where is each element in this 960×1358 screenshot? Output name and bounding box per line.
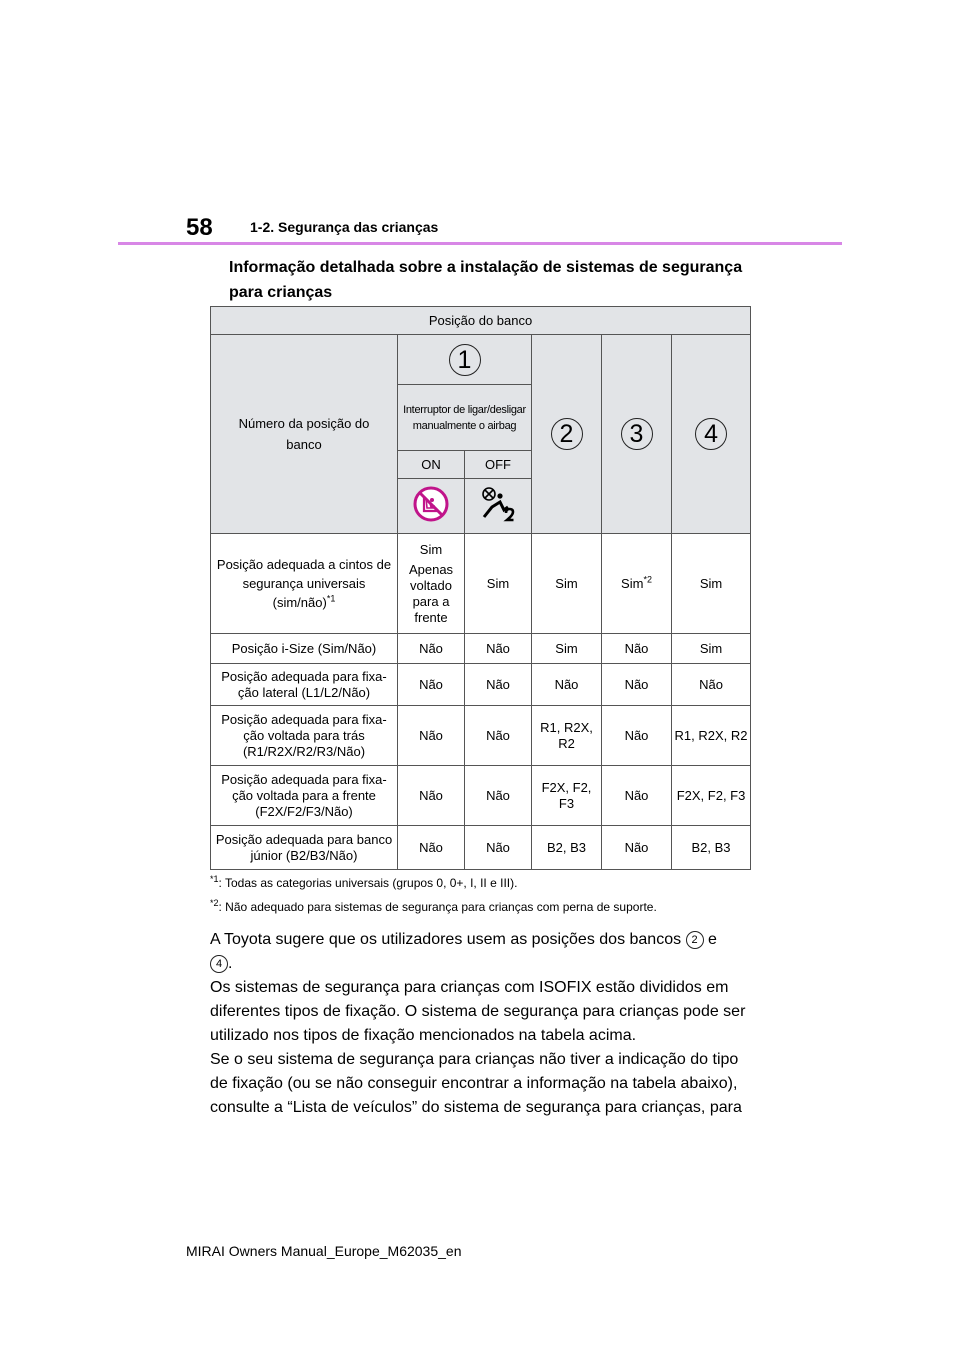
footnote-1-text: : Todas as categorias universais (grupos 0, 0+, I, II e III). [218,876,518,890]
table-row [211,664,751,706]
cell-on: Não [398,706,465,766]
child-restraint-table [210,306,751,870]
universal-belt-label [211,534,398,634]
universal-p3-cell [602,534,672,634]
cell-p4: Não [672,664,751,706]
cell-p2: Não [532,664,602,706]
cell-off: Não [465,766,532,826]
position-3-number: 3 [621,418,653,450]
seat-4-symbol: 4 [210,955,228,973]
position-1-header [398,335,532,385]
section-title: 1-2. Segurança das crianças [250,219,439,235]
cell-p2: Sim [532,634,602,664]
row-label: Posição adequada para fixa-ção voltada para trás (R1/R2X/R2/R3/Não) [211,706,398,766]
cell-on: Não [398,826,465,870]
footnote-2-mark: *2 [210,898,219,908]
table-title: Posição do banco [211,307,751,335]
cell-p4: B2, B3 [672,826,751,870]
table-row [211,634,751,664]
recommendation-paragraph [210,928,760,976]
footnote-ref-1: *1 [326,593,336,604]
row-label: Posição adequada para banco júnior (B2/B3/Não) [211,826,398,870]
cell-p3: Não [602,634,672,664]
row-label: Posição i-Size (Sim/Não) [211,634,398,664]
cell-p2: R1, R2X, R2 [532,706,602,766]
cell-p3: Não [602,706,672,766]
isofix-paragraph: Os sistemas de segurança para crianças com ISOFIX estão divididos em diferentes tipos de fixação. O sistema de segurança para crianças pode ser utilizado nos tipos de fixação mencionados na tabela acima. [210,979,746,1044]
footnote-1-mark: *1 [210,874,219,884]
cell-off: Não [465,634,532,664]
position-1-number: 1 [449,344,481,376]
row-header-label [211,335,398,534]
table-row [211,766,751,826]
cell-on: Não [398,766,465,826]
vehicle-list-paragraph: Se o seu sistema de segurança para crianças não tiver a indicação do tipo de fixação (ou se não conseguir encontrar a informação na tabela abaixo), consulte a “Lista de veículos” do sistema de segurança para crianças, para [210,1051,742,1116]
airbag-switch-label: Interruptor de ligar/desligar manualmente o airbag [398,385,532,451]
document-heading: Informação detalhada sobre a instalação de sistemas de segurança para crianças [229,259,743,301]
footnote-1 [210,876,517,890]
cell-p3: Não [602,664,672,706]
header-divider [118,242,842,245]
cell-p4: R1, R2X, R2 [672,706,751,766]
cell-p4: F2X, F2, F3 [672,766,751,826]
universal-off-cell: Sim [465,534,532,634]
position-4-number: 4 [695,418,727,450]
airbag-off-icon [478,485,518,523]
row-header-label-text: Número da posição do banco [238,416,370,452]
universal-belt-label-text: Posição adequada a cintos de segurança universais (sim/não) [216,557,392,610]
position-4-header [672,335,751,534]
position-2-header [532,335,602,534]
seat-2-symbol: 2 [686,931,704,949]
cell-p3: Não [602,826,672,870]
cell-on: Não [398,664,465,706]
cell-p2: B2, B3 [532,826,602,870]
recommendation-and: e [708,931,717,948]
row-label: Posição adequada para fixa-ção voltada para a frente (F2X/F2/F3/Não) [211,766,398,826]
cell-off: Não [465,664,532,706]
universal-on-main: Sim [419,541,443,557]
universal-p4-cell: Sim [672,534,751,634]
universal-on-cell [398,534,465,634]
recommendation-period: . [228,955,233,972]
cell-p2: F2X, F2, F3 [532,766,602,826]
switch-on-label: ON [398,451,465,479]
switch-off-label: OFF [465,451,532,479]
recommendation-text: A Toyota sugere que os utilizadores usem as posições dos bancos [210,931,682,948]
universal-on-sub: Apenas voltado para a frente [408,561,454,625]
cell-off: Não [465,706,532,766]
table-row [211,826,751,870]
rear-facing-seat-prohibited-icon [412,485,450,523]
row-label: Posição adequada para fixa-ção lateral (L1/L2/Não) [211,664,398,706]
table-row [211,706,751,766]
universal-p3-value: Sim [621,575,644,591]
rear-facing-seat-prohibited-cell [398,479,465,534]
cell-on: Não [398,634,465,664]
cell-p3: Não [602,766,672,826]
universal-p2-cell: Sim [532,534,602,634]
page-number: 58 [186,214,213,241]
position-3-header [602,335,672,534]
cell-p4: Sim [672,634,751,664]
page-footer: MIRAI Owners Manual_Europe_M62035_en [186,1243,462,1259]
airbag-off-cell [465,479,532,534]
position-2-number: 2 [551,418,583,450]
footnote-ref-2: *2 [643,574,652,585]
footnote-2-text: : Não adequado para sistemas de segurança para crianças com perna de suporte. [218,900,657,914]
cell-off: Não [465,826,532,870]
footnote-2 [210,900,657,914]
